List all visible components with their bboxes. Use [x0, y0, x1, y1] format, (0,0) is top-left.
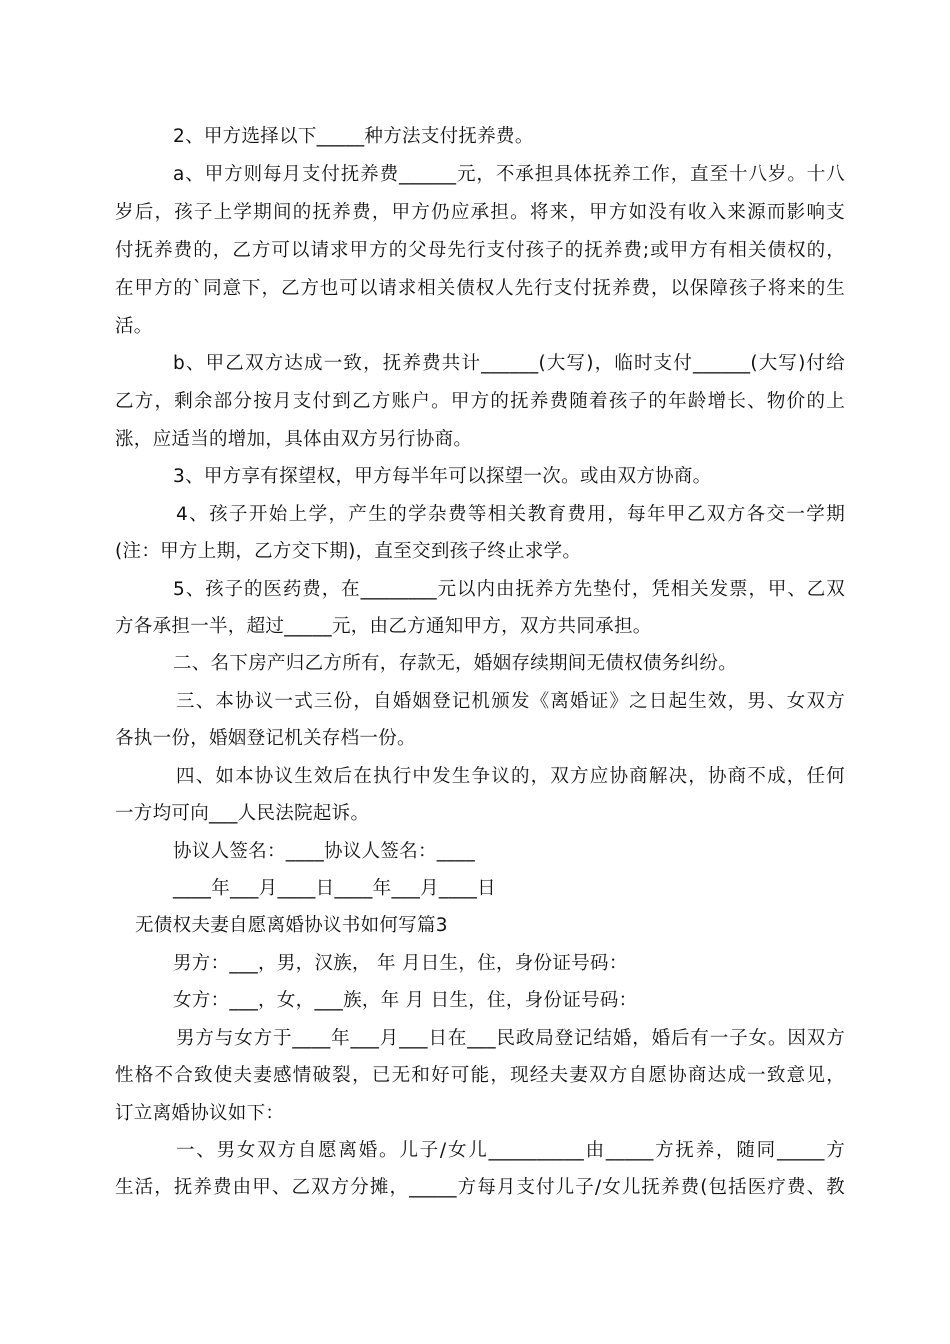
paragraph-line: 活。 [115, 316, 153, 337]
paragraph-line: 女方：___，女，___族，年 月 日生，住，身份证号码： [173, 990, 638, 1011]
paragraph-line: 乙方，剩余部分按月支付到乙方账户。甲方的抚养费随着孩子的年龄增长、物价的上 [115, 391, 845, 412]
paragraph-line: 在甲方的`同意下，乙方也可以请求相关债权人先行支付抚养费，以保障孩子将来的生 [115, 278, 845, 299]
paragraph-line: 男方与女方于____年___月___日在___民政局登记结婚，婚后有一子女。因双方 [176, 1028, 845, 1049]
date-line: ____年___月____日____年___月____日 [173, 878, 496, 899]
paragraph-line: 四、如本协议生效后在执行中发生争议的，双方应协商解决，协商不成，任何 [176, 766, 845, 787]
paragraph-line: 各执一份，婚姻登记机关存档一份。 [115, 728, 416, 749]
paragraph-line: 涨，应适当的增加，具体由双方另行协商。 [115, 429, 473, 450]
paragraph-line: 二、名下房产归乙方所有，存款无，婚姻存续期间无债权债务纠纷。 [173, 653, 738, 674]
paragraph-line: 3、甲方享有探望权，甲方每半年可以探望一次。或由双方协商。 [173, 466, 712, 487]
paragraph-line: 2、甲方选择以下_____种方法支付抚养费。 [173, 126, 534, 147]
paragraph-line: 三、本协议一式三份，自婚姻登记机颁发《离婚证》之日起生效，男、女双方 [176, 691, 845, 712]
paragraph-line: 生活，抚养费由甲、乙双方分摊，_____方每月支付儿子/女儿抚养费(包括医疗费、教 [115, 1177, 845, 1198]
paragraph-line: 男方：___，男，汉族， 年 月日生，住，身份证号码： [173, 953, 628, 974]
paragraph-line: 岁后，孩子上学期间的抚养费，甲方仍应承担。将来，甲方如没有收入来源而影响支 [115, 202, 845, 223]
paragraph-line: (注：甲方上期，乙方交下期)，直至交到孩子终止求学。 [115, 541, 582, 562]
paragraph-line: 4、孩子开始上学，产生的学杂费等相关教育费用，每年甲乙双方各交一学期 [176, 504, 845, 525]
paragraph-line: 方各承担一半，超过_____元，由乙方通知甲方，双方共同承担。 [115, 616, 652, 637]
paragraph-line: 一、男女双方自愿离婚。儿子/女儿__________由_____方抚养，随同_____方 [176, 1140, 845, 1161]
paragraph-line: 订立离婚协议如下： [115, 1103, 285, 1124]
paragraph-line: 5、孩子的医药费，在________元以内由抚养方先垫付，凭相关发票，甲、乙双 [173, 579, 845, 600]
paragraph-line: 一方均可向___人民法院起诉。 [115, 803, 370, 824]
paragraph-line: 性格不合致使夫妻感情破裂，已无和好可能，现经夫妻双方自愿协商达成一致意见， [115, 1065, 845, 1086]
paragraph-line: a、甲方则每月支付抚养费______元，不承担具体抚养工作，直至十八岁。十八 [173, 164, 845, 185]
paragraph-line: b、甲乙双方达成一致，抚养费共计______(大写)，临时支付______(大写)付给 [173, 353, 845, 374]
paragraph-line: 付抚养费的，乙方可以请求甲方的父母先行支付孩子的抚养费;或甲方有相关债权的， [115, 240, 845, 261]
signature-line: 协议人签名：____协议人签名：____ [173, 841, 476, 862]
section-heading: 无债权夫妻自愿离婚协议书如何写篇3 [135, 915, 448, 936]
